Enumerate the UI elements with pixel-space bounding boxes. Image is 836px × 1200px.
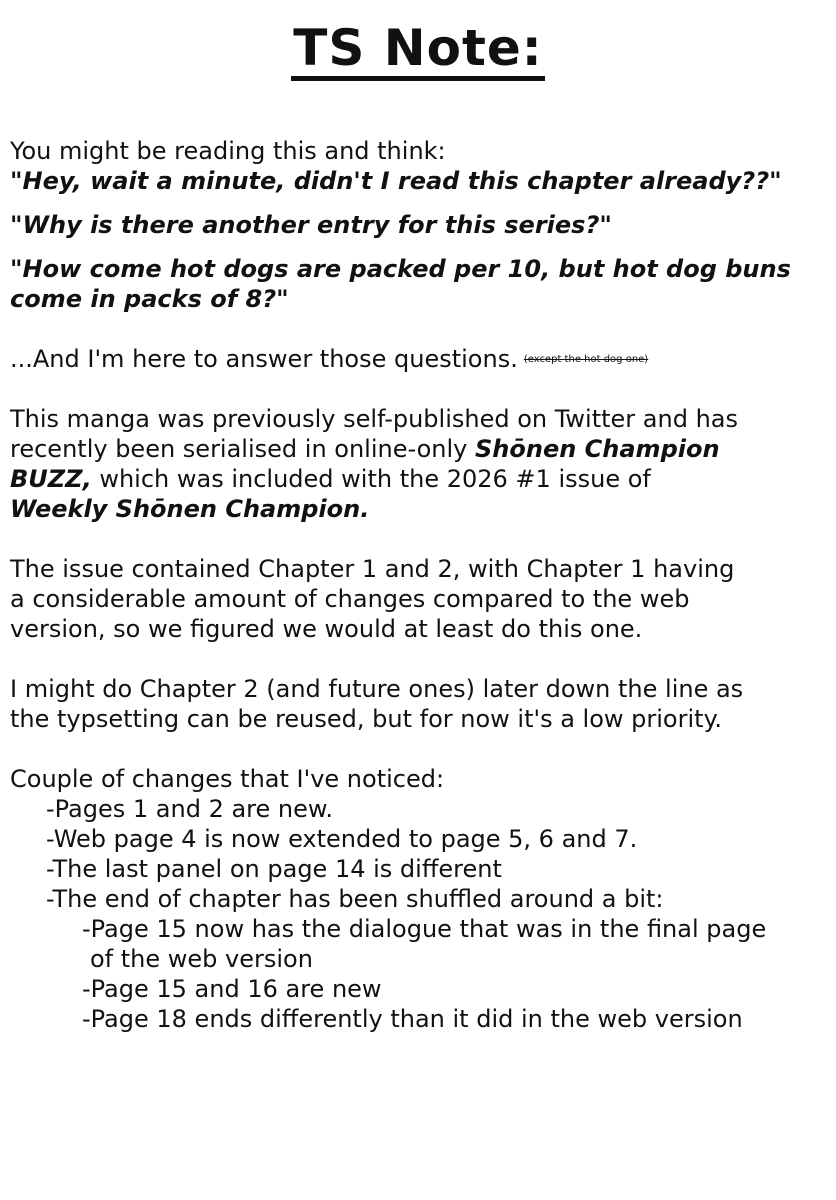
answer-text: ...And I'm here to answer those questions. xyxy=(10,345,518,373)
para1-line-2 xyxy=(10,434,832,464)
question-3-line-1: "How come hot dogs are packed per 10, but hot dog buns xyxy=(10,255,791,283)
para2-line-1: The issue contained Chapter 1 and 2, with Chapter 1 having xyxy=(10,555,735,583)
para1-line-3 xyxy=(10,464,832,494)
page-title xyxy=(0,18,836,81)
subchange-item: -Page 15 and 16 are new xyxy=(82,975,382,1003)
para3-line-1: I might do Chapter 2 (and future ones) later down the line as xyxy=(10,675,744,703)
para1-line-2-text: recently been serialised in online-only xyxy=(10,435,475,463)
answer-line xyxy=(10,344,832,374)
subchange-item: of the web version xyxy=(90,945,313,973)
change-item: -Web page 4 is now extended to page 5, 6 and 7. xyxy=(46,825,638,853)
subchange-item: -Page 15 now has the dialogue that was in the final page xyxy=(82,915,767,943)
question-1: "Hey, wait a minute, didn't I read this chapter already??" xyxy=(10,167,782,195)
change-item: -The last panel on page 14 is different xyxy=(46,855,502,883)
para3-line-2: the typsetting can be reused, but for now it's a low priority. xyxy=(10,705,722,733)
intro-line: You might be reading this and think: xyxy=(10,137,446,165)
change-item: -The end of chapter has been shuffled around a bit: xyxy=(46,885,664,913)
subchange-item: -Page 18 ends differently than it did in the web version xyxy=(82,1005,743,1033)
magazine-name-3: Weekly Shōnen Champion. xyxy=(10,495,370,523)
page-title-text: TS Note: xyxy=(291,20,545,81)
changes-intro: Couple of changes that I've noticed: xyxy=(10,765,445,793)
question-3-line-2: come in packs of 8?" xyxy=(10,285,289,313)
para2-line-3: version, so we figured we would at least do this one. xyxy=(10,615,643,643)
para1-line-1: This manga was previously self-published on Twitter and has xyxy=(10,405,739,433)
question-2: "Why is there another entry for this series?" xyxy=(10,211,612,239)
answer-note: (except the hot dog one) xyxy=(523,354,649,365)
magazine-name-2: BUZZ, xyxy=(10,465,92,493)
change-item: -Pages 1 and 2 are new. xyxy=(46,795,333,823)
para2-line-2: a considerable amount of changes compared to the web xyxy=(10,585,690,613)
note-body xyxy=(10,136,832,1034)
para1-line-3-text: which was included with the 2026 #1 issue of xyxy=(91,465,651,493)
magazine-name-1: Shōnen Champion xyxy=(475,435,720,463)
